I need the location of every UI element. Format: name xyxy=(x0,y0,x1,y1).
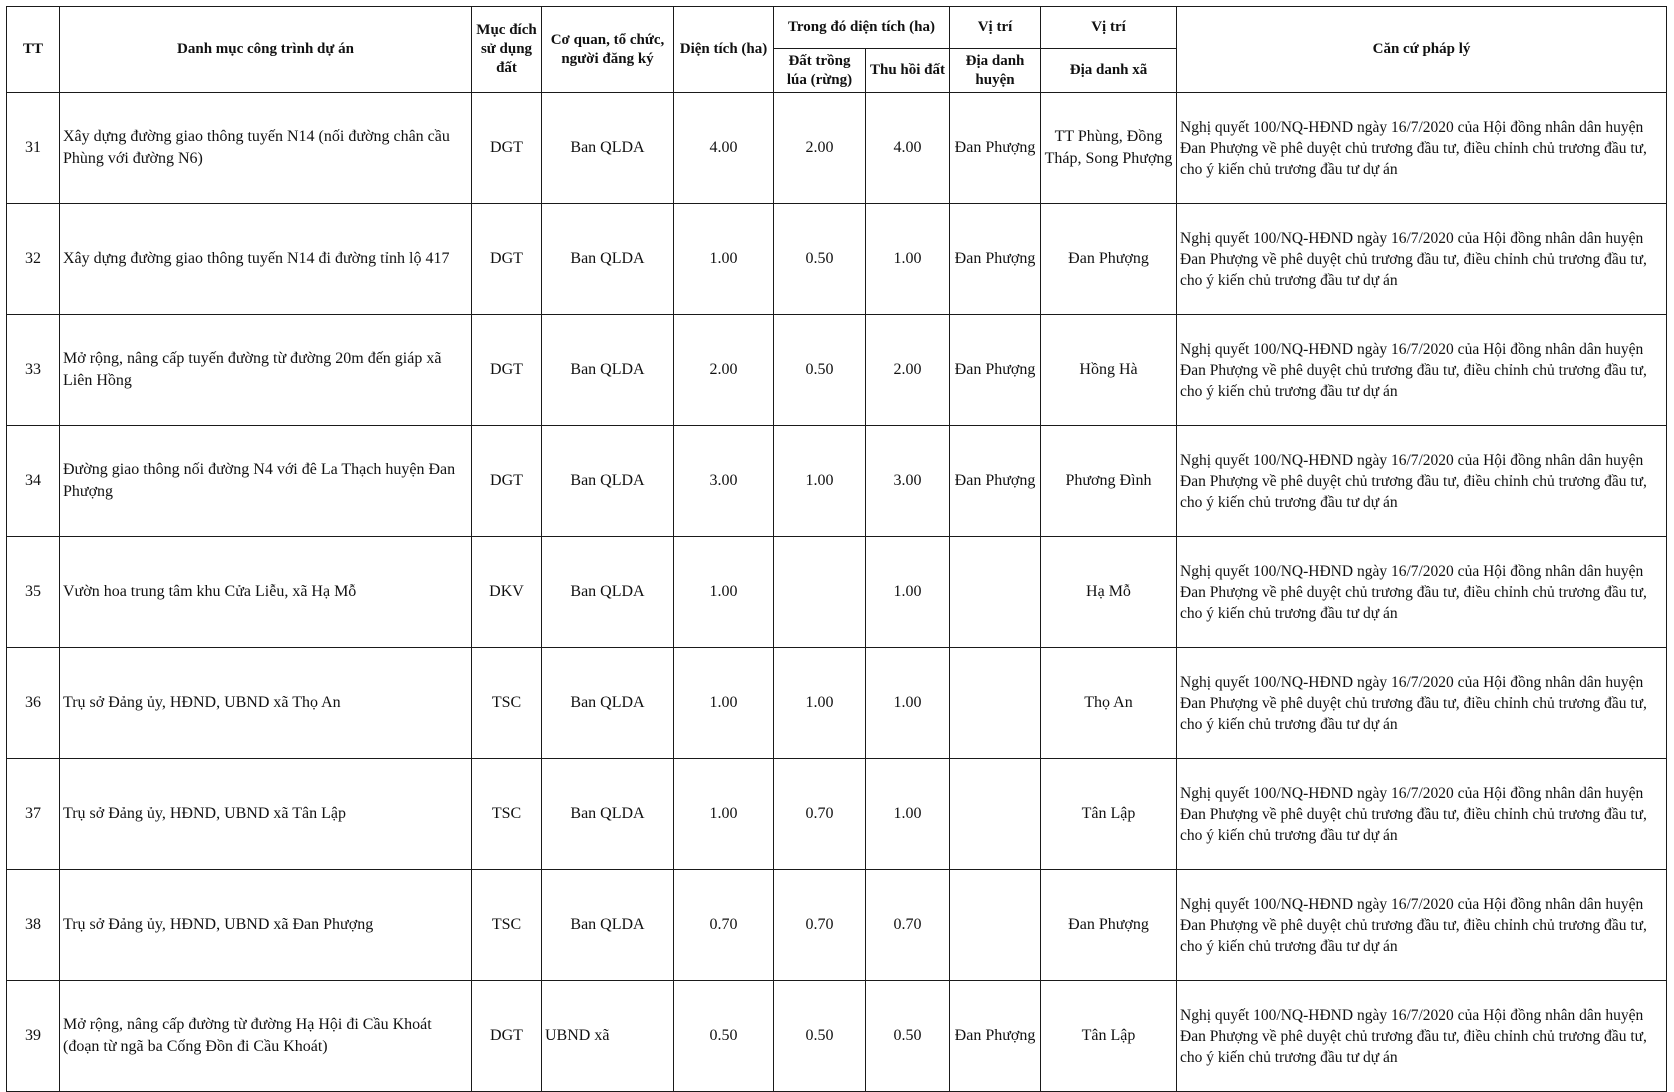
cell-recovered: 1.00 xyxy=(866,537,950,648)
cell-tt: 34 xyxy=(7,426,60,537)
cell-legal-basis: Nghị quyết 100/NQ-HĐND ngày 16/7/2020 của Hội đồng nhân dân huyện Đan Phượng về phê duyệt chủ trương đầu tư, điều chỉnh chủ trương đầu tư, cho ý kiến chủ trương đầu tư dự án xyxy=(1177,759,1667,870)
cell-recovered: 2.00 xyxy=(866,315,950,426)
cell-agency: Ban QLDA xyxy=(542,93,674,204)
table-row xyxy=(7,204,1667,315)
cell-area: 1.00 xyxy=(674,204,774,315)
cell-area: 1.00 xyxy=(674,648,774,759)
cell-agency: Ban QLDA xyxy=(542,759,674,870)
cell-rice-land: 0.50 xyxy=(774,204,866,315)
header-rice-land: Đất trồng lúa (rừng) xyxy=(774,49,866,93)
table-row xyxy=(7,315,1667,426)
table-row xyxy=(7,537,1667,648)
table-body xyxy=(7,93,1667,1092)
cell-commune: Tân Lập xyxy=(1041,981,1177,1092)
cell-tt: 35 xyxy=(7,537,60,648)
cell-agency: Ban QLDA xyxy=(542,315,674,426)
cell-rice-land: 0.70 xyxy=(774,759,866,870)
cell-land-purpose: DKV xyxy=(472,537,542,648)
cell-rice-land xyxy=(774,537,866,648)
cell-project-name: Xây dựng đường giao thông tuyến N14 đi đường tỉnh lộ 417 xyxy=(60,204,472,315)
header-location-2: Vị trí xyxy=(1041,7,1177,49)
cell-legal-basis: Nghị quyết 100/NQ-HĐND ngày 16/7/2020 của Hội đồng nhân dân huyện Đan Phượng về phê duyệt chủ trương đầu tư, điều chỉnh chủ trương đầu tư, cho ý kiến chủ trương đầu tư dự án xyxy=(1177,648,1667,759)
cell-legal-basis: Nghị quyết 100/NQ-HĐND ngày 16/7/2020 của Hội đồng nhân dân huyện Đan Phượng về phê duyệt chủ trương đầu tư, điều chỉnh chủ trương đầu tư, cho ý kiến chủ trương đầu tư dự án xyxy=(1177,537,1667,648)
cell-land-purpose: TSC xyxy=(472,648,542,759)
table-header xyxy=(7,7,1667,93)
cell-rice-land: 0.50 xyxy=(774,981,866,1092)
cell-project-name: Trụ sở Đảng ủy, HĐND, UBND xã Thọ An xyxy=(60,648,472,759)
cell-commune: Tân Lập xyxy=(1041,759,1177,870)
cell-recovered: 1.00 xyxy=(866,648,950,759)
header-legal-basis: Căn cứ pháp lý xyxy=(1177,7,1667,93)
cell-agency: Ban QLDA xyxy=(542,870,674,981)
cell-district xyxy=(950,759,1041,870)
cell-project-name: Đường giao thông nối đường N4 với đê La Thạch huyện Đan Phượng xyxy=(60,426,472,537)
cell-land-purpose: DGT xyxy=(472,426,542,537)
cell-area: 0.50 xyxy=(674,981,774,1092)
cell-project-name: Mở rộng, nâng cấp đường từ đường Hạ Hội đi Cầu Khoát (đoạn từ ngã ba Cống Đồn đi Cầu Khoát) xyxy=(60,981,472,1092)
header-row-1 xyxy=(7,7,1667,49)
cell-legal-basis: Nghị quyết 100/NQ-HĐND ngày 16/7/2020 của Hội đồng nhân dân huyện Đan Phượng về phê duyệt chủ trương đầu tư, điều chỉnh chủ trương đầu tư, cho ý kiến chủ trương đầu tư dự án xyxy=(1177,315,1667,426)
cell-recovered: 1.00 xyxy=(866,204,950,315)
table-row xyxy=(7,759,1667,870)
cell-district xyxy=(950,648,1041,759)
cell-land-purpose: DGT xyxy=(472,315,542,426)
cell-district: Đan Phượng xyxy=(950,426,1041,537)
cell-area: 1.00 xyxy=(674,759,774,870)
cell-tt: 37 xyxy=(7,759,60,870)
cell-area: 0.70 xyxy=(674,870,774,981)
cell-commune: Đan Phượng xyxy=(1041,870,1177,981)
cell-rice-land: 0.50 xyxy=(774,315,866,426)
header-agency: Cơ quan, tổ chức, người đăng ký xyxy=(542,7,674,93)
cell-commune: Thọ An xyxy=(1041,648,1177,759)
cell-project-name: Xây dựng đường giao thông tuyến N14 (nối đường chân cầu Phùng với đường N6) xyxy=(60,93,472,204)
cell-agency: Ban QLDA xyxy=(542,426,674,537)
cell-project-name: Vườn hoa trung tâm khu Cửa Liễu, xã Hạ Mỗ xyxy=(60,537,472,648)
header-commune: Địa danh xã xyxy=(1041,49,1177,93)
cell-commune: Hồng Hà xyxy=(1041,315,1177,426)
cell-district: Đan Phượng xyxy=(950,981,1041,1092)
table-row xyxy=(7,93,1667,204)
cell-commune: Đan Phượng xyxy=(1041,204,1177,315)
cell-rice-land: 2.00 xyxy=(774,93,866,204)
cell-commune: Phương Đình xyxy=(1041,426,1177,537)
cell-land-purpose: DGT xyxy=(472,204,542,315)
cell-rice-land: 1.00 xyxy=(774,426,866,537)
header-area: Diện tích (ha) xyxy=(674,7,774,93)
cell-area: 1.00 xyxy=(674,537,774,648)
header-district: Địa danh huyện xyxy=(950,49,1041,93)
cell-district: Đan Phượng xyxy=(950,93,1041,204)
cell-area: 2.00 xyxy=(674,315,774,426)
cell-district xyxy=(950,537,1041,648)
cell-recovered: 0.70 xyxy=(866,870,950,981)
cell-legal-basis: Nghị quyết 100/NQ-HĐND ngày 16/7/2020 của Hội đồng nhân dân huyện Đan Phượng về phê duyệt chủ trương đầu tư, điều chỉnh chủ trương đầu tư, cho ý kiến chủ trương đầu tư dự án xyxy=(1177,870,1667,981)
header-project: Danh mục công trình dự án xyxy=(60,7,472,93)
cell-tt: 32 xyxy=(7,204,60,315)
cell-tt: 38 xyxy=(7,870,60,981)
table-row xyxy=(7,981,1667,1092)
cell-agency: UBND xã xyxy=(542,981,674,1092)
cell-legal-basis: Nghị quyết 100/NQ-HĐND ngày 16/7/2020 của Hội đồng nhân dân huyện Đan Phượng về phê duyệt chủ trương đầu tư, điều chỉnh chủ trương đầu tư, cho ý kiến chủ trương đầu tư dự án xyxy=(1177,204,1667,315)
cell-rice-land: 1.00 xyxy=(774,648,866,759)
cell-tt: 31 xyxy=(7,93,60,204)
land-use-project-table xyxy=(6,6,1667,1092)
cell-agency: Ban QLDA xyxy=(542,537,674,648)
cell-project-name: Trụ sở Đảng ủy, HĐND, UBND xã Đan Phượng xyxy=(60,870,472,981)
cell-tt: 39 xyxy=(7,981,60,1092)
cell-legal-basis: Nghị quyết 100/NQ-HĐND ngày 16/7/2020 của Hội đồng nhân dân huyện Đan Phượng về phê duyệt chủ trương đầu tư, điều chỉnh chủ trương đầu tư, cho ý kiến chủ trương đầu tư dự án xyxy=(1177,981,1667,1092)
cell-project-name: Mở rộng, nâng cấp tuyến đường từ đường 20m đến giáp xã Liên Hồng xyxy=(60,315,472,426)
cell-legal-basis: Nghị quyết 100/NQ-HĐND ngày 16/7/2020 của Hội đồng nhân dân huyện Đan Phượng về phê duyệt chủ trương đầu tư, điều chỉnh chủ trương đầu tư, cho ý kiến chủ trương đầu tư dự án xyxy=(1177,93,1667,204)
cell-recovered: 0.50 xyxy=(866,981,950,1092)
cell-area: 4.00 xyxy=(674,93,774,204)
cell-land-purpose: DGT xyxy=(472,981,542,1092)
cell-commune: Hạ Mỗ xyxy=(1041,537,1177,648)
cell-project-name: Trụ sở Đảng ủy, HĐND, UBND xã Tân Lập xyxy=(60,759,472,870)
cell-tt: 36 xyxy=(7,648,60,759)
cell-recovered: 4.00 xyxy=(866,93,950,204)
cell-rice-land: 0.70 xyxy=(774,870,866,981)
header-area-breakdown: Trong đó diện tích (ha) xyxy=(774,7,950,49)
document-page xyxy=(6,6,1667,1092)
cell-land-purpose: TSC xyxy=(472,759,542,870)
cell-tt: 33 xyxy=(7,315,60,426)
cell-land-purpose: DGT xyxy=(472,93,542,204)
header-recovered: Thu hồi đất xyxy=(866,49,950,93)
table-row xyxy=(7,648,1667,759)
cell-recovered: 3.00 xyxy=(866,426,950,537)
header-purpose: Mục đích sử dụng đất xyxy=(472,7,542,93)
cell-agency: Ban QLDA xyxy=(542,648,674,759)
cell-district: Đan Phượng xyxy=(950,204,1041,315)
cell-agency: Ban QLDA xyxy=(542,204,674,315)
cell-recovered: 1.00 xyxy=(866,759,950,870)
table-row xyxy=(7,870,1667,981)
header-location-1: Vị trí xyxy=(950,7,1041,49)
cell-district: Đan Phượng xyxy=(950,315,1041,426)
cell-land-purpose: TSC xyxy=(472,870,542,981)
header-tt: TT xyxy=(7,7,60,93)
cell-commune: TT Phùng, Đồng Tháp, Song Phượng xyxy=(1041,93,1177,204)
cell-legal-basis: Nghị quyết 100/NQ-HĐND ngày 16/7/2020 của Hội đồng nhân dân huyện Đan Phượng về phê duyệt chủ trương đầu tư, điều chỉnh chủ trương đầu tư, cho ý kiến chủ trương đầu tư dự án xyxy=(1177,426,1667,537)
cell-area: 3.00 xyxy=(674,426,774,537)
cell-district xyxy=(950,870,1041,981)
table-row xyxy=(7,426,1667,537)
